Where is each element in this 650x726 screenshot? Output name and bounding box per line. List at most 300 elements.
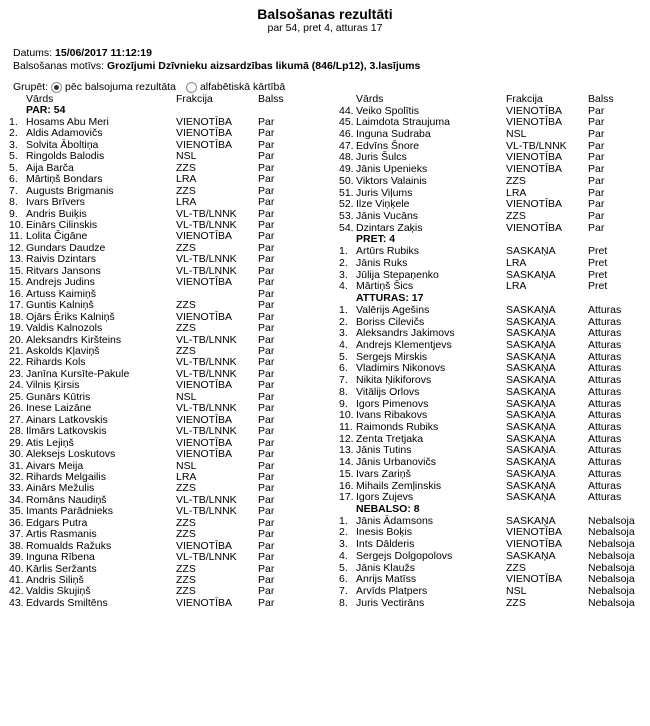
member-name: Andris Siliņš [26,574,84,587]
member-name: Dzintars Zaķis [356,221,423,234]
member-vote: Nebalsoja [588,526,635,539]
header-faction: Frakcija [506,93,543,105]
member-vote: Par [588,174,605,187]
motive-value: Grozījumi Dzīvnieku aizsardzības likumā (846/Lp12), 3.lasījums [106,60,421,72]
member-vote: Par [258,551,275,564]
member-vote: Par [258,253,275,266]
table-row [6,552,316,563]
table-row [6,197,316,208]
member-name: Augusts Brigmanis [26,184,114,197]
member-vote: Par [258,218,275,231]
member-name: Mārtiņš Šics [356,280,414,293]
row-number: 35. [9,505,24,518]
row-number: 2. [339,256,348,269]
member-name: Juris Vectirāns [356,596,425,609]
member-name: Zenta Tretjaka [356,432,424,445]
row-number: 12. [339,432,354,445]
row-number: 31. [9,459,24,472]
member-faction: ZZS [506,561,526,574]
table-row [336,305,646,317]
results-table-right [336,94,646,609]
member-vote: Par [258,505,275,518]
member-vote: Par [258,596,275,609]
row-number: 17. [339,491,354,504]
row-number: 17. [9,299,24,312]
row-number: 48. [339,151,354,164]
member-name: Edgars Putra [26,516,88,529]
member-faction: ZZS [176,299,196,312]
member-faction: SASKAŅA [506,409,556,422]
member-faction: SASKAŅA [506,397,556,410]
member-name: Janīna Kursīte-Pakule [26,367,130,380]
date-value: 15/06/2017 11:12:19 [55,47,152,59]
member-faction: VIENOTĪBA [506,198,563,211]
row-number: 3. [9,138,18,151]
row-number: 8. [9,196,18,209]
row-number: 15. [9,276,24,289]
member-faction: VIENOTĪBA [176,436,233,449]
radio-by-result[interactable] [51,82,62,93]
member-faction: VIENOTĪBA [176,539,233,552]
row-number: 3. [339,327,348,340]
member-vote: Par [588,198,605,211]
row-number: 53. [339,210,354,223]
row-number: 5. [9,161,18,174]
member-name: Jānis Ruks [356,256,408,269]
member-vote: Par [258,390,275,403]
member-name: Aleksandrs Kiršteins [26,333,122,346]
member-name: Gunārs Kūtris [26,390,91,403]
member-name: Edvards Smiltēns [26,596,108,609]
member-faction: VIENOTĪBA [506,573,563,586]
member-vote: Par [258,333,275,346]
table-row [336,539,646,551]
row-number: 54. [339,221,354,234]
member-faction: VL-TB/LNNK [506,139,567,152]
member-vote: Par [258,310,275,323]
radio-by-result-label[interactable]: pēc balsojuma rezultāta [65,81,176,93]
member-faction: VIENOTĪBA [506,526,563,539]
row-number: 42. [9,585,24,598]
table-row [336,598,646,610]
member-name: Inesis Boķis [356,526,413,539]
table-row [336,176,646,188]
member-faction: NSL [506,585,527,598]
table-row [6,598,316,609]
table-row [6,529,316,540]
member-name: Jūlija Stepaņenko [356,268,439,281]
member-vote: Par [258,436,275,449]
group-label: Grupēt: [13,81,49,93]
member-name: Andrejs Judins [26,276,95,289]
row-number: 13. [9,253,24,266]
row-number: 45. [339,116,354,129]
member-name: Rihards Kols [26,356,86,369]
row-number: 11. [339,420,353,433]
row-number: 6. [9,173,18,186]
member-name: Ainars Latkovskis [26,413,108,426]
member-name: Juris Viļums [356,186,413,199]
member-vote: Par [258,344,275,357]
member-name: Vilnis Ķirsis [26,379,80,392]
row-number: 27. [9,413,24,426]
member-vote: Pret [588,280,608,293]
member-vote: Pret [588,256,608,269]
member-name: Sergejs Dolgopolovs [356,549,453,562]
member-name: Vitālijs Orlovs [356,385,420,398]
member-faction: SASKAŅA [506,315,556,328]
member-faction: SASKAŅA [506,420,556,433]
row-number: 51. [339,186,354,199]
member-faction: VIENOTĪBA [176,115,233,128]
row-number: 50. [339,174,354,187]
row-number: 7. [9,184,18,197]
member-name: Ilmārs Latkovskis [26,425,107,438]
row-number: 40. [9,562,24,575]
member-name: Raimonds Rubiks [356,420,439,433]
row-number: 21. [9,344,24,357]
row-number: 2. [9,127,18,140]
row-number: 24. [9,379,24,392]
member-vote: Par [258,115,275,128]
member-vote: Par [258,482,275,495]
member-faction: SASKAŅA [506,479,556,492]
member-faction: SASKAŅA [506,362,556,375]
member-faction: ZZS [176,528,196,541]
member-faction: ZZS [176,344,196,357]
member-name: Jānis Upenieks [356,163,428,176]
row-number: 1. [339,245,348,258]
results-table-left [6,94,316,609]
member-faction: NSL [176,150,197,163]
member-faction: SASKAŅA [506,432,556,445]
member-vote: Pret [588,268,608,281]
row-number: 7. [339,585,348,598]
member-name: Viktors Valainis [356,174,427,187]
member-vote: Par [258,196,275,209]
table-row [6,323,316,334]
member-name: Askolds Kļaviņš [26,344,100,357]
row-number: 4. [339,280,348,293]
member-name: Inguna Rībena [26,551,95,564]
vote-meta [13,47,650,73]
member-name: Ivans Ribakovs [356,409,428,422]
member-name: Atis Lejiņš [26,436,74,449]
row-number: 26. [9,402,24,415]
row-number: 30. [9,448,24,461]
member-faction: VIENOTĪBA [506,116,563,129]
member-faction: ZZS [506,174,526,187]
table-row [336,129,646,141]
member-faction: VIENOTĪBA [176,310,233,323]
row-number: 44. [339,104,354,117]
row-number: 13. [339,444,354,457]
member-name: Ringolds Balodis [26,150,105,163]
member-name: Jānis Ādamsons [356,514,434,527]
row-number: 5. [9,150,18,163]
table-row [336,258,646,270]
member-faction: ZZS [176,585,196,598]
motive-label: Balsošanas motīvs: [13,60,105,72]
row-number: 3. [339,268,348,281]
table-row [336,387,646,399]
row-number: 2. [339,315,348,328]
member-faction: VL-TB/LNNK [176,425,237,438]
member-vote: Par [258,516,275,529]
table-row [336,164,646,176]
member-vote: Nebalsoja [588,549,635,562]
member-faction: NSL [176,390,197,403]
member-faction: VIENOTĪBA [506,151,563,164]
member-faction: ZZS [506,210,526,223]
member-name: Mihails Zemļinskis [356,479,442,492]
row-number: 22. [9,356,24,369]
section-spacer [336,293,356,305]
member-vote: Par [258,184,275,197]
member-faction: VL-TB/LNNK [176,264,237,277]
member-faction: SASKAŅA [506,549,556,562]
member-name: Ilze Viņķele [356,198,410,211]
header-name: Vārds [356,93,384,105]
member-vote: Par [258,322,275,335]
member-vote: Nebalsoja [588,585,635,598]
row-number: 2. [339,526,348,539]
member-name: Igors Pimenovs [356,397,429,410]
member-vote: Par [258,562,275,575]
member-name: Aleksejs Loskutovs [26,448,116,461]
date-label: Datums: [13,47,53,59]
member-vote: Atturas [588,479,622,492]
member-faction: ZZS [176,482,196,495]
member-vote: Par [588,139,605,152]
member-name: Andrejs Klementjevs [356,338,452,351]
member-name: Veiko Spolītis [356,104,420,117]
member-vote: Atturas [588,315,622,328]
member-vote: Nebalsoja [588,514,635,527]
member-vote: Par [258,470,275,483]
member-faction: VL-TB/LNNK [176,333,237,346]
radio-alphabetical-label[interactable]: alfabētiskā kārtībā [199,81,286,93]
member-vote: Pret [588,245,608,258]
member-name: Inguna Sudraba [356,128,431,141]
row-number: 9. [9,207,18,220]
header-vote: Balss [258,93,284,105]
row-number: 9. [339,397,348,410]
member-faction: ZZS [176,184,196,197]
row-number: 8. [339,385,348,398]
member-name: Jānis Vucāns [356,210,419,223]
table-row [336,457,646,469]
radio-alphabetical[interactable] [186,82,197,93]
row-number: 1. [339,514,348,527]
row-number: 18. [9,310,24,323]
row-number: 28. [9,425,24,438]
row-number: 6. [339,362,348,375]
member-faction: VL-TB/LNNK [176,207,237,220]
table-row [336,375,646,387]
member-faction: LRA [506,280,527,293]
date-line [13,47,650,60]
member-vote: Par [258,230,275,243]
member-vote: Par [258,539,275,552]
member-name: Nikita Ņikiforovs [356,374,432,387]
member-name: Jānis Tutins [356,444,412,457]
row-number: 4. [339,338,348,351]
section-label: ATTURAS: 17 [356,292,424,305]
row-number: 1. [339,303,348,316]
member-name: Igors Zujevs [356,491,414,504]
table-row [6,151,316,162]
row-number: 20. [9,333,24,346]
member-name: Anrijs Matīss [356,573,417,586]
member-vote: Atturas [588,432,622,445]
member-vote: Atturas [588,374,622,387]
header-vote: Balss [588,93,614,105]
member-name: Ritvars Jansons [26,264,101,277]
member-faction: ZZS [176,562,196,575]
member-vote: Par [588,116,605,129]
member-vote: Nebalsoja [588,538,635,551]
group-options [13,81,650,94]
member-name: Laimdota Straujuma [356,116,450,129]
member-vote: Par [258,459,275,472]
member-vote: Par [258,161,275,174]
member-faction: NSL [506,128,527,141]
row-number: 39. [9,551,24,564]
member-name: Artis Rasmanis [26,528,97,541]
member-vote: Par [258,402,275,415]
member-faction: VL-TB/LNNK [176,551,237,564]
row-number: 15. [339,467,354,480]
member-name: Valdis Kalnozols [26,322,103,335]
member-name: Artūrs Rubiks [356,245,420,258]
member-name: Ints Dālderis [356,538,415,551]
row-number: 11. [9,230,23,243]
row-number: 37. [9,528,24,541]
table-row [6,300,316,311]
member-vote: Par [258,173,275,186]
section-label: PRET: 4 [356,233,396,246]
member-faction: VL-TB/LNNK [176,505,237,518]
member-vote: Par [258,585,275,598]
row-number: 29. [9,436,24,449]
row-number: 25. [9,390,24,403]
member-vote: Atturas [588,397,622,410]
table-row [336,551,646,563]
member-vote: Par [588,151,605,164]
row-number: 19. [9,322,24,335]
member-name: Andris Buiķis [26,207,87,220]
member-name: Edvīns Šnore [356,139,420,152]
motive-line [13,60,650,73]
row-number: 6. [339,573,348,586]
section-header-row [336,504,646,516]
member-name: Solvita Āboltiņa [26,138,99,151]
member-name: Imants Parādnieks [26,505,113,518]
member-faction: SASKAŅA [506,385,556,398]
member-faction: VL-TB/LNNK [176,253,237,266]
row-number: 1. [9,115,18,128]
member-vote: Atturas [588,327,622,340]
member-faction: SASKAŅA [506,327,556,340]
row-number: 10. [9,218,24,231]
member-vote: Atturas [588,456,622,469]
member-name: Aldis Adamovičs [26,127,103,140]
member-name: Jānis Klaužs [356,561,415,574]
member-faction: ZZS [176,322,196,335]
member-faction: VIENOTĪBA [506,163,563,176]
page-title: Balsošanas rezultāti [257,6,393,22]
member-vote: Par [258,448,275,461]
member-faction: NSL [176,459,197,472]
member-name: Guntis Kalniņš [26,299,94,312]
section-spacer [336,504,356,516]
table-row [6,277,316,288]
member-faction: SASKAŅA [506,467,556,480]
member-name: Ainārs Mežulis [26,482,95,495]
member-faction: VIENOTĪBA [176,138,233,151]
member-name: Raivis Dzintars [26,253,97,266]
row-number: 43. [9,596,24,609]
member-vote: Par [258,241,275,254]
member-vote: Par [258,425,275,438]
table-row [6,426,316,437]
member-faction: ZZS [176,161,196,174]
row-number: 16. [9,287,24,300]
header-row [336,94,646,105]
row-number: 36. [9,516,24,529]
member-vote: Par [588,221,605,234]
member-name: Jānis Urbanovičs [356,456,436,469]
member-vote: Par [258,528,275,541]
member-vote: Par [588,104,605,117]
member-faction: VL-TB/LNNK [176,367,237,380]
member-name: Inese Laizāne [26,402,92,415]
member-vote: Par [258,150,275,163]
member-faction: VL-TB/LNNK [176,493,237,506]
member-faction: LRA [176,173,197,186]
row-number: 41. [9,574,24,587]
member-name: Romāns Naudiņš [26,493,107,506]
member-faction: ZZS [506,596,526,609]
member-name: Einārs Cilinskis [26,218,98,231]
member-faction: SASKAŅA [506,268,556,281]
member-faction: SASKAŅA [506,350,556,363]
member-name: Valērijs Agešins [356,303,430,316]
table-row [6,174,316,185]
member-vote: Par [258,127,275,140]
member-faction: LRA [506,256,527,269]
member-vote: Par [258,207,275,220]
member-vote: Nebalsoja [588,561,635,574]
header-name: Vārds [26,93,54,105]
row-number: 7. [339,374,348,387]
member-vote: Atturas [588,385,622,398]
row-number: 23. [9,367,24,380]
row-number: 34. [9,493,24,506]
member-faction: ZZS [176,516,196,529]
member-vote: Nebalsoja [588,596,635,609]
header-faction: Frakcija [176,93,213,105]
member-faction: SASKAŅA [506,303,556,316]
member-faction: ZZS [176,241,196,254]
member-vote: Par [258,413,275,426]
member-name: Gundars Daudze [26,241,106,254]
member-name: Ojārs Ēriks Kalniņš [26,310,115,323]
member-name: Hosams Abu Meri [26,115,109,128]
member-faction: VL-TB/LNNK [176,402,237,415]
member-vote: Atturas [588,491,622,504]
